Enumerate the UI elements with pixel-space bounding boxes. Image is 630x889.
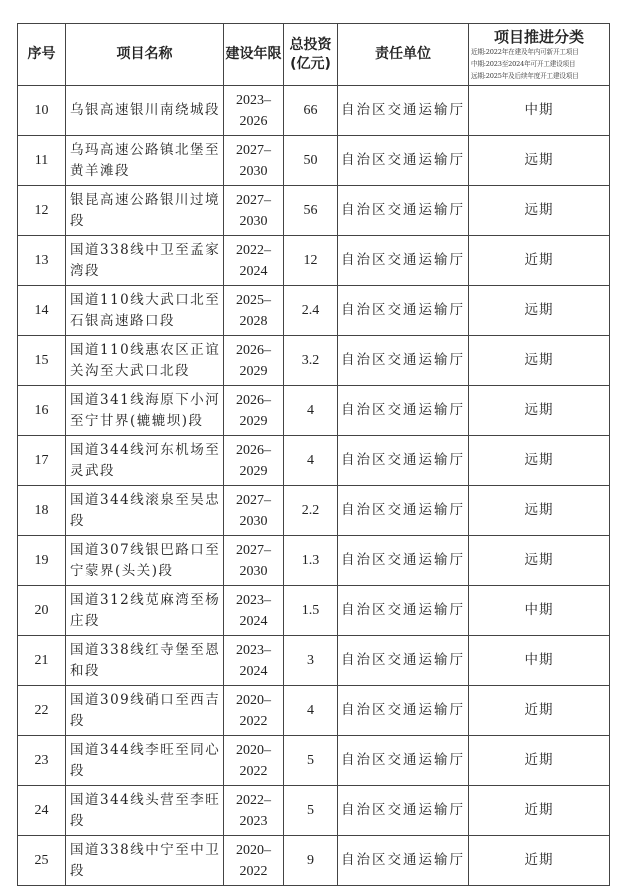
cell-no: 23 xyxy=(18,736,66,786)
table-row xyxy=(18,786,610,836)
cell-responsible-unit: 自治区交通运输厅 xyxy=(338,436,469,486)
cell-category: 远期 xyxy=(469,136,610,186)
cell-category: 中期 xyxy=(469,586,610,636)
years-start: 2027– xyxy=(236,142,271,158)
cell-years xyxy=(224,636,284,686)
table-row xyxy=(18,486,610,536)
cell-project-name: 国道312线苋麻湾至杨庄段 xyxy=(66,586,224,636)
cell-responsible-unit: 自治区交通运输厅 xyxy=(338,186,469,236)
table-row xyxy=(18,536,610,586)
cell-investment: 3.2 xyxy=(284,336,338,386)
years-end: 2030 xyxy=(239,513,268,529)
cell-no: 21 xyxy=(18,636,66,686)
cell-no: 12 xyxy=(18,186,66,236)
cell-years xyxy=(224,336,284,386)
cell-category: 远期 xyxy=(469,336,610,386)
years-start: 2022– xyxy=(236,792,271,808)
years-end: 2030 xyxy=(239,213,268,229)
header-category xyxy=(469,24,610,86)
cell-no: 11 xyxy=(18,136,66,186)
years-start: 2025– xyxy=(236,292,271,308)
cell-years xyxy=(224,236,284,286)
cell-category: 近期 xyxy=(469,236,610,286)
cell-investment: 56 xyxy=(284,186,338,236)
years-end: 2023 xyxy=(239,813,268,829)
cell-years xyxy=(224,86,284,136)
header-no: 序号 xyxy=(18,24,66,86)
header-category-title: 项目推进分类 xyxy=(493,27,584,46)
cell-responsible-unit: 自治区交通运输厅 xyxy=(338,686,469,736)
years-start: 2023– xyxy=(236,592,271,608)
cell-project-name: 银昆高速公路银川过境段 xyxy=(66,186,224,236)
document-page xyxy=(17,23,609,886)
cell-no: 25 xyxy=(18,836,66,886)
table-row xyxy=(18,286,610,336)
years-start: 2020– xyxy=(236,742,271,758)
cell-no: 19 xyxy=(18,536,66,586)
project-table xyxy=(17,23,610,886)
cell-responsible-unit: 自治区交通运输厅 xyxy=(338,86,469,136)
cell-project-name: 国道110线惠农区正谊关沟至大武口北段 xyxy=(66,336,224,386)
cell-investment: 2.4 xyxy=(284,286,338,336)
cell-project-name: 乌银高速银川南绕城段 xyxy=(66,86,224,136)
years-start: 2022– xyxy=(236,242,271,258)
header-unit: 责任单位 xyxy=(338,24,469,86)
cell-project-name: 乌玛高速公路镇北堡至黄羊滩段 xyxy=(66,136,224,186)
cell-category: 远期 xyxy=(469,436,610,486)
cell-no: 10 xyxy=(18,86,66,136)
cell-responsible-unit: 自治区交通运输厅 xyxy=(338,486,469,536)
cell-investment: 5 xyxy=(284,736,338,786)
header-investment-line1: 总投资 xyxy=(289,36,332,53)
cell-investment: 5 xyxy=(284,786,338,836)
years-end: 2028 xyxy=(239,313,268,329)
table-row xyxy=(18,236,610,286)
cell-years xyxy=(224,436,284,486)
cell-investment: 2.2 xyxy=(284,486,338,536)
cell-investment: 12 xyxy=(284,236,338,286)
cell-category: 近期 xyxy=(469,836,610,886)
years-end: 2029 xyxy=(239,463,268,479)
cell-investment: 50 xyxy=(284,136,338,186)
cell-responsible-unit: 自治区交通运输厅 xyxy=(338,536,469,586)
years-start: 2023– xyxy=(236,92,271,108)
table-row xyxy=(18,586,610,636)
cell-investment: 1.5 xyxy=(284,586,338,636)
cell-investment: 4 xyxy=(284,386,338,436)
cell-investment: 66 xyxy=(284,86,338,136)
cell-category: 中期 xyxy=(469,636,610,686)
years-start: 2026– xyxy=(236,392,271,408)
years-end: 2024 xyxy=(239,263,268,279)
years-start: 2026– xyxy=(236,442,271,458)
years-end: 2029 xyxy=(239,363,268,379)
cell-no: 15 xyxy=(18,336,66,386)
header-name: 项目名称 xyxy=(66,24,224,86)
cell-years xyxy=(224,286,284,336)
header-investment-line2: (亿元) xyxy=(290,55,331,72)
cell-project-name: 国道344线李旺至同心段 xyxy=(66,736,224,786)
years-end: 2030 xyxy=(239,563,268,579)
cell-project-name: 国道338线中卫至孟家湾段 xyxy=(66,236,224,286)
table-row xyxy=(18,436,610,486)
table-row xyxy=(18,686,610,736)
cell-category: 远期 xyxy=(469,286,610,336)
years-start: 2023– xyxy=(236,642,271,658)
cell-years xyxy=(224,786,284,836)
cell-years xyxy=(224,186,284,236)
years-end: 2026 xyxy=(239,113,268,129)
cell-category: 中期 xyxy=(469,86,610,136)
years-start: 2020– xyxy=(236,842,271,858)
years-start: 2027– xyxy=(236,492,271,508)
cell-responsible-unit: 自治区交通运输厅 xyxy=(338,336,469,386)
cell-no: 14 xyxy=(18,286,66,336)
cell-years xyxy=(224,586,284,636)
cell-category: 远期 xyxy=(469,536,610,586)
years-start: 2020– xyxy=(236,692,271,708)
cell-project-name: 国道338线红寺堡至恩和段 xyxy=(66,636,224,686)
cell-category: 近期 xyxy=(469,786,610,836)
table-row xyxy=(18,386,610,436)
cell-category: 远期 xyxy=(469,186,610,236)
cell-years xyxy=(224,736,284,786)
category-legend-far: 远期:2025年及后续年度开工建设项目 xyxy=(471,71,579,80)
cell-responsible-unit: 自治区交通运输厅 xyxy=(338,586,469,636)
cell-years xyxy=(224,386,284,436)
years-start: 2026– xyxy=(236,342,271,358)
cell-no: 20 xyxy=(18,586,66,636)
table-row xyxy=(18,186,610,236)
years-end: 2022 xyxy=(239,863,268,879)
table-header xyxy=(18,24,610,86)
cell-category: 近期 xyxy=(469,686,610,736)
cell-project-name: 国道341线海原下小河至宁甘界(辘辘坝)段 xyxy=(66,386,224,436)
header-investment xyxy=(284,24,338,86)
table-row xyxy=(18,736,610,786)
years-end: 2022 xyxy=(239,713,268,729)
cell-category: 远期 xyxy=(469,386,610,436)
cell-project-name: 国道309线硝口至西吉段 xyxy=(66,686,224,736)
cell-project-name: 国道338线中宁至中卫段 xyxy=(66,836,224,886)
cell-years xyxy=(224,686,284,736)
header-years: 建设年限 xyxy=(224,24,284,86)
cell-no: 24 xyxy=(18,786,66,836)
cell-project-name: 国道344线河东机场至灵武段 xyxy=(66,436,224,486)
cell-no: 16 xyxy=(18,386,66,436)
cell-project-name: 国道344线滚泉至吴忠段 xyxy=(66,486,224,536)
years-end: 2029 xyxy=(239,413,268,429)
category-legend-near: 近期:2022年在建及年内可新开工项目 xyxy=(471,47,579,56)
cell-responsible-unit: 自治区交通运输厅 xyxy=(338,386,469,436)
cell-responsible-unit: 自治区交通运输厅 xyxy=(338,286,469,336)
years-end: 2022 xyxy=(239,763,268,779)
cell-years xyxy=(224,836,284,886)
cell-category: 近期 xyxy=(469,736,610,786)
cell-years xyxy=(224,486,284,536)
cell-investment: 4 xyxy=(284,436,338,486)
table-row xyxy=(18,636,610,686)
cell-project-name: 国道307线银巴路口至宁蒙界(头关)段 xyxy=(66,536,224,586)
cell-category: 远期 xyxy=(469,486,610,536)
cell-investment: 3 xyxy=(284,636,338,686)
cell-investment: 9 xyxy=(284,836,338,886)
cell-investment: 1.3 xyxy=(284,536,338,586)
cell-project-name: 国道344线头营至李旺段 xyxy=(66,786,224,836)
years-end: 2024 xyxy=(239,613,268,629)
cell-no: 17 xyxy=(18,436,66,486)
cell-responsible-unit: 自治区交通运输厅 xyxy=(338,236,469,286)
cell-responsible-unit: 自治区交通运输厅 xyxy=(338,636,469,686)
table-row xyxy=(18,836,610,886)
cell-no: 18 xyxy=(18,486,66,536)
cell-responsible-unit: 自治区交通运输厅 xyxy=(338,136,469,186)
cell-project-name: 国道110线大武口北至石银高速路口段 xyxy=(66,286,224,336)
cell-investment: 4 xyxy=(284,686,338,736)
years-end: 2024 xyxy=(239,663,268,679)
cell-years xyxy=(224,136,284,186)
table-row xyxy=(18,136,610,186)
cell-years xyxy=(224,536,284,586)
cell-responsible-unit: 自治区交通运输厅 xyxy=(338,786,469,836)
cell-responsible-unit: 自治区交通运输厅 xyxy=(338,736,469,786)
years-end: 2030 xyxy=(239,163,268,179)
header-row xyxy=(18,24,610,86)
cell-no: 13 xyxy=(18,236,66,286)
table-row xyxy=(18,86,610,136)
category-legend-mid: 中期:2023至2024年可开工建设项目 xyxy=(471,59,576,68)
cell-no: 22 xyxy=(18,686,66,736)
table-body xyxy=(18,86,610,886)
cell-responsible-unit: 自治区交通运输厅 xyxy=(338,836,469,886)
years-start: 2027– xyxy=(236,542,271,558)
table-row xyxy=(18,336,610,386)
years-start: 2027– xyxy=(236,192,271,208)
